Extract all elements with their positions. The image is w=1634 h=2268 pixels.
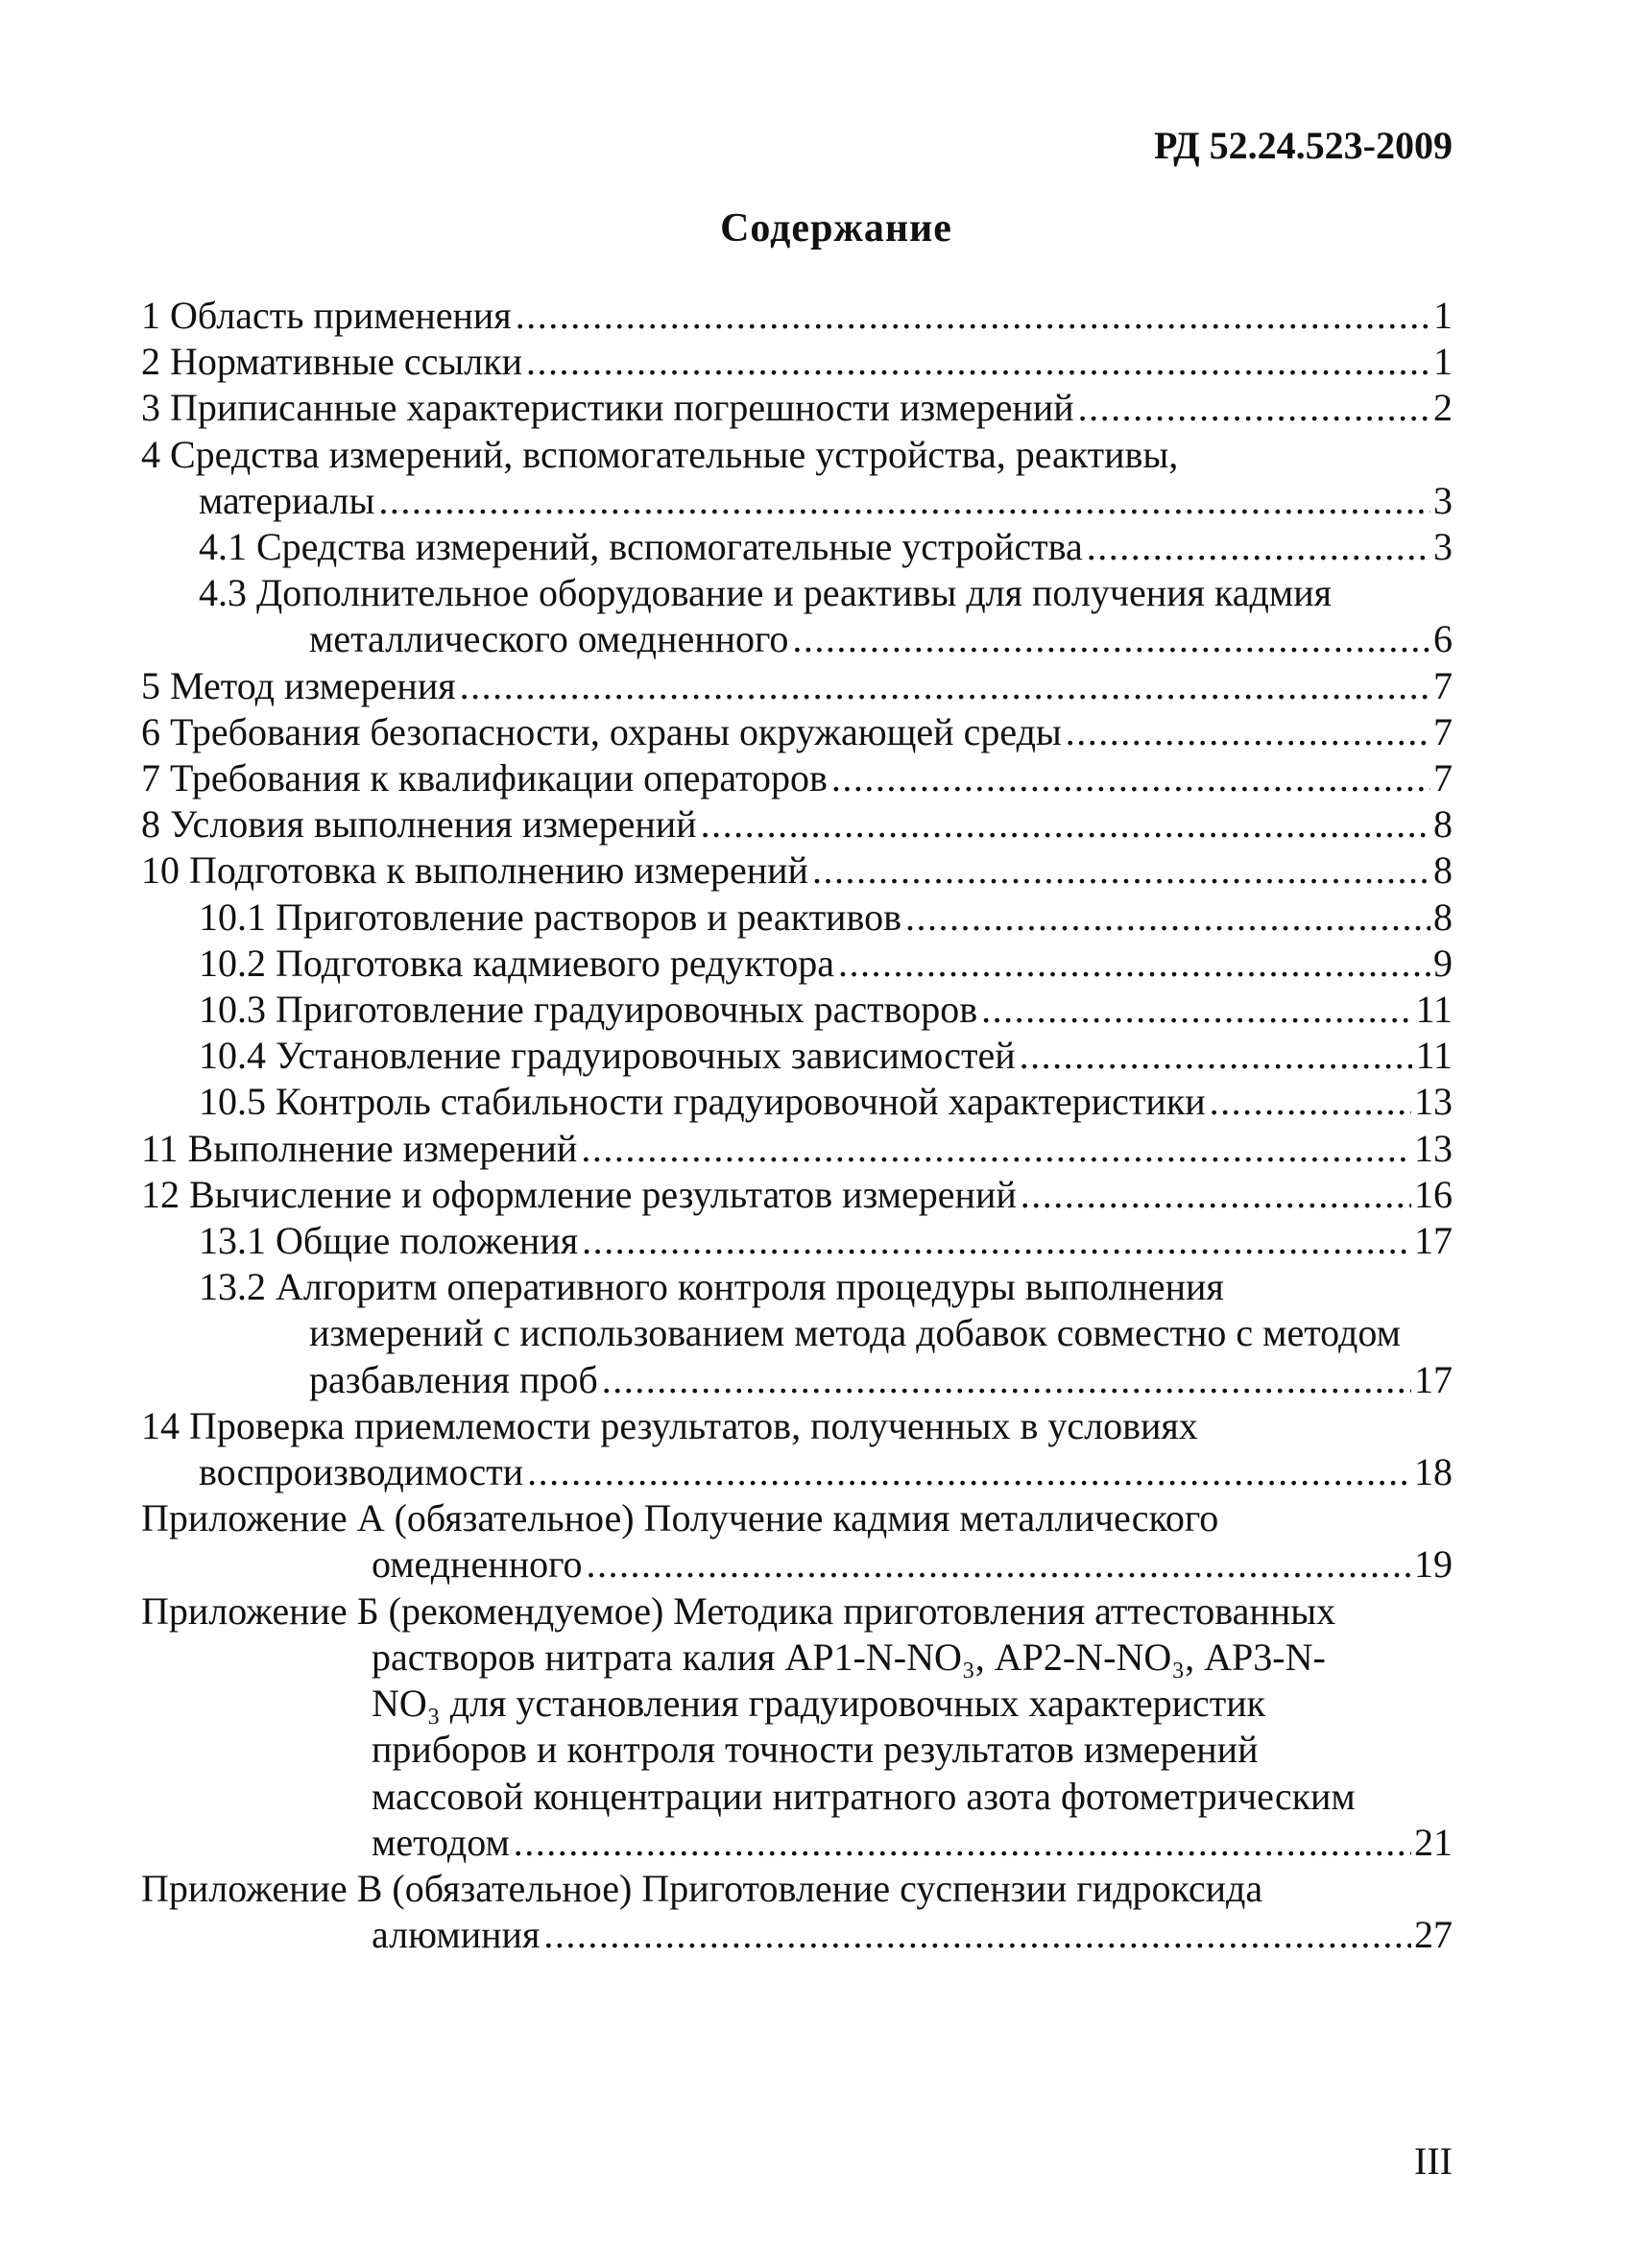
- toc-page-number: 6: [1433, 617, 1453, 661]
- toc-entry[interactable]: [141, 385, 1453, 431]
- dot-leader: [1210, 1079, 1411, 1125]
- toc-page-number: 1: [1433, 340, 1453, 384]
- toc-entry-title: воспроизводимости: [199, 1450, 524, 1494]
- dot-leader: [587, 1541, 1411, 1588]
- toc-entry-title: 10.3 Приготовление градуировочных растворов: [199, 988, 978, 1032]
- toc-entry-title: 6 Требования безопасности, охраны окружающей среды: [141, 709, 1062, 753]
- dot-leader: [1020, 1033, 1413, 1079]
- toc-entry-title: 3 Приписанные характеристики погрешности измерений: [141, 386, 1074, 430]
- toc-page-number: 3: [1433, 525, 1453, 569]
- dot-leader: [1087, 524, 1430, 570]
- toc-entry-title: 10.5 Контроль стабильности градуировочной характеристики: [199, 1080, 1206, 1124]
- toc-entry[interactable]: [141, 524, 1453, 570]
- toc-entry-title: 10.4 Установление градуировочных зависимостей: [199, 1034, 1016, 1078]
- toc-entry-title: 13.2 Алгоритм оперативного контроля процедуры выполнения: [199, 1265, 1224, 1309]
- toc-entry[interactable]: [141, 1079, 1453, 1125]
- toc-page-number: 21: [1414, 1820, 1453, 1864]
- toc-page-number: 27: [1414, 1913, 1453, 1957]
- toc-entry[interactable]: [141, 1588, 1453, 1866]
- toc-page-number: 7: [1433, 663, 1453, 707]
- toc-entry-title: 1 Область применения: [141, 294, 512, 337]
- dot-leader: [1021, 1172, 1411, 1218]
- toc-page-number: 7: [1433, 756, 1453, 800]
- toc-entry-title: Приложение А (обязательное) Получение кадмия металлического: [141, 1496, 1219, 1540]
- toc-entry[interactable]: [141, 570, 1453, 662]
- toc-page-number: 3: [1433, 478, 1453, 522]
- toc-entry[interactable]: [141, 709, 1453, 755]
- dot-leader: [838, 941, 1430, 987]
- toc-entry[interactable]: [141, 848, 1453, 894]
- toc-entry-title: 8 Условия выполнения измерений: [141, 802, 697, 847]
- toc-entry[interactable]: [141, 293, 1453, 339]
- toc-entry-title: 2 Нормативные ссылки: [141, 340, 523, 384]
- toc-entry-title: NO₃ для установления градуировочных характеристик: [372, 1682, 1266, 1726]
- toc-entry-title: 10.1 Приготовление растворов и реактивов: [199, 895, 901, 939]
- toc-page-number: 11: [1415, 1034, 1453, 1078]
- toc-page-number: 1: [1433, 294, 1453, 337]
- toc-page-number: 2: [1433, 386, 1453, 430]
- document-code: РД 52.24.523-2009: [1154, 124, 1453, 167]
- toc-entry-title: разбавления проб: [309, 1357, 598, 1401]
- page-title: Содержание: [720, 206, 952, 251]
- toc-page-number: 9: [1433, 941, 1453, 985]
- toc-entry[interactable]: [141, 895, 1453, 941]
- toc-entry[interactable]: [141, 432, 1453, 524]
- dot-leader: [905, 895, 1430, 941]
- toc-entry-title: 13.1 Общие положения: [199, 1219, 579, 1263]
- toc-entry[interactable]: [141, 339, 1453, 385]
- toc-entry-title: материалы: [199, 478, 375, 522]
- toc-page-number: 16: [1414, 1172, 1453, 1216]
- toc-page-number: 18: [1414, 1450, 1453, 1494]
- toc-entry[interactable]: [141, 1264, 1453, 1403]
- page-number: III: [1414, 2139, 1453, 2183]
- toc-entry-title: 12 Вычисление и оформление результатов измерений: [141, 1172, 1017, 1216]
- toc-page-number: 13: [1414, 1126, 1453, 1170]
- toc-entry-title: омедненного: [372, 1542, 583, 1587]
- dot-leader: [812, 848, 1430, 894]
- toc-entry[interactable]: [141, 755, 1453, 801]
- table-of-contents: [141, 293, 1453, 1958]
- dot-leader: [831, 755, 1430, 801]
- dot-leader: [527, 1449, 1411, 1495]
- dot-leader: [526, 339, 1430, 385]
- toc-entry-title: Приложение Б (рекомендуемое) Методика приготовления аттестованных: [141, 1588, 1336, 1633]
- toc-entry-title: 5 Метод измерения: [141, 663, 456, 707]
- toc-entry-title: растворов нитрата калия АР1-N-NO₃, АР2-N-NO₃, АР3-N-: [372, 1635, 1326, 1679]
- toc-entry[interactable]: [141, 941, 1453, 987]
- dot-leader: [460, 663, 1430, 709]
- dot-leader: [1066, 709, 1430, 755]
- dot-leader: [378, 478, 1430, 524]
- toc-page-number: 19: [1414, 1542, 1453, 1587]
- toc-entry-title: алюминия: [372, 1913, 541, 1957]
- toc-entry-title: 4 Средства измерений, вспомогательные устройства, реактивы,: [141, 432, 1179, 476]
- toc-page-number: 11: [1415, 988, 1453, 1032]
- dot-leader: [516, 293, 1430, 339]
- toc-page-number: 17: [1414, 1357, 1453, 1401]
- toc-entry-title: массовой концентрации нитратного азота фотометрическим: [372, 1774, 1356, 1818]
- toc-entry-title: приборов и контроля точности результатов измерений: [372, 1728, 1259, 1772]
- dot-leader: [981, 987, 1412, 1033]
- toc-entry-title: металлического омедненного: [309, 617, 789, 661]
- toc-entry-title: 10 Подготовка к выполнению измерений: [141, 848, 808, 893]
- toc-entry-title: методом: [372, 1820, 510, 1864]
- toc-entry-title: 10.2 Подготовка кадмиевого редуктора: [199, 941, 835, 985]
- toc-entry[interactable]: [141, 1126, 1453, 1172]
- dot-leader: [582, 1218, 1411, 1264]
- toc-entry-title: 4.3 Дополнительное оборудование и реактивы для получения кадмия: [199, 571, 1332, 615]
- dot-leader: [543, 1912, 1411, 1958]
- toc-entry[interactable]: [141, 1218, 1453, 1264]
- toc-entry[interactable]: [141, 663, 1453, 709]
- toc-entry-title: измерений с использованием метода добавок совместно с методом: [309, 1311, 1401, 1355]
- dot-leader: [581, 1126, 1411, 1172]
- toc-entry[interactable]: [141, 1172, 1453, 1218]
- toc-entry-title: Приложение В (обязательное) Приготовление суспензии гидроксида: [141, 1866, 1263, 1910]
- toc-entry-title: 11 Выполнение измерений: [141, 1126, 578, 1170]
- toc-entry-title: 4.1 Средства измерений, вспомогательные устройства: [199, 525, 1083, 569]
- toc-page-number: 17: [1414, 1219, 1453, 1263]
- dot-leader: [701, 801, 1430, 848]
- toc-entry[interactable]: [141, 1033, 1453, 1079]
- dot-leader: [514, 1820, 1411, 1866]
- toc-entry[interactable]: [141, 1495, 1453, 1588]
- toc-page-number: 7: [1433, 709, 1453, 753]
- dot-leader: [792, 616, 1430, 662]
- toc-page-number: 8: [1433, 895, 1453, 939]
- toc-entry-title: 7 Требования к квалификации операторов: [141, 756, 828, 800]
- toc-entry-title: 14 Проверка приемлемости результатов, полученных в условиях: [141, 1403, 1198, 1447]
- toc-page-number: 8: [1433, 848, 1453, 893]
- toc-entry[interactable]: [141, 1866, 1453, 1958]
- toc-page-number: 8: [1433, 802, 1453, 847]
- toc-page-number: 13: [1414, 1080, 1453, 1124]
- toc-entry[interactable]: [141, 1403, 1453, 1495]
- dot-leader: [1078, 385, 1430, 431]
- dot-leader: [602, 1357, 1411, 1403]
- toc-entry[interactable]: [141, 987, 1453, 1033]
- toc-entry[interactable]: [141, 801, 1453, 848]
